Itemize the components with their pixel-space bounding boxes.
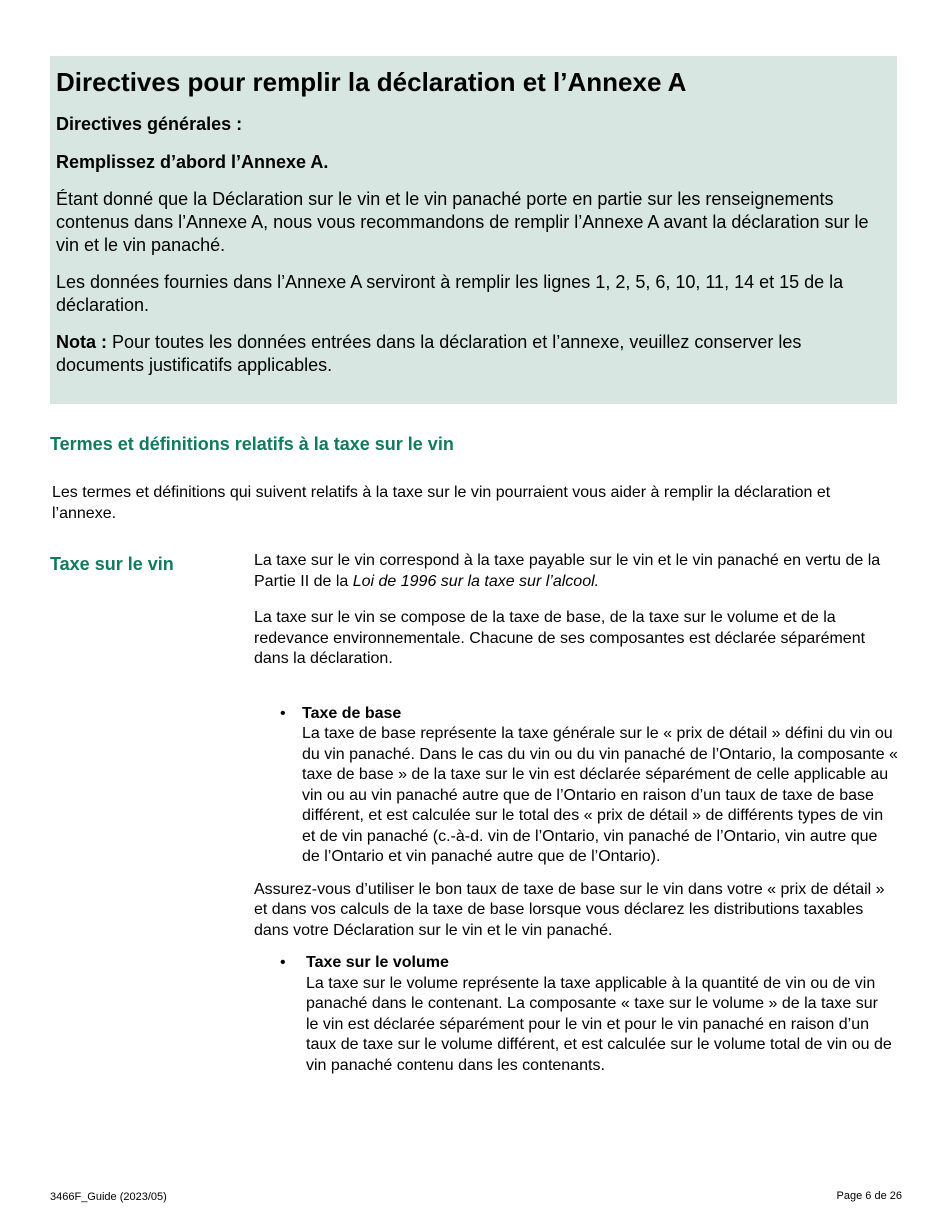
general-instructions-heading: Directives générales : bbox=[56, 114, 243, 134]
section-intro: Les termes et définitions qui suivent relatifs à la taxe sur le vin pourraient vous aider à remplir la déclaration et l’annexe. bbox=[52, 484, 831, 522]
nota-label: Nota : bbox=[56, 332, 107, 352]
definition-paragraph-2: La taxe sur le vin se compose de la taxe de base, de la taxe sur le volume et de la redevance environnementale. Chacune de ses composantes est déclarée séparément dans la déclaration. bbox=[254, 609, 866, 667]
page-number: Page 6 de 26 bbox=[836, 1190, 902, 1202]
definition-text: La taxe sur le vin correspond à la taxe payable sur le vin et le vin panaché en vertu de la Partie II de la bbox=[254, 552, 881, 590]
term-label-wine-tax: Taxe sur le vin bbox=[50, 554, 174, 574]
instructions-box bbox=[50, 56, 897, 404]
instructions-paragraph-2: Les données fournies dans l’Annexe A serviront à remplir les lignes 1, 2, 5, 6, 10, 11, 14 et 15 de la déclaration. bbox=[56, 272, 844, 315]
nota-text: Pour toutes les données entrées dans la déclaration et l’annexe, veuillez conserver les documents justificatifs applicables. bbox=[56, 332, 802, 375]
term-definition-column bbox=[254, 551, 899, 1076]
section-heading-terms: Termes et définitions relatifs à la taxe sur le vin bbox=[50, 434, 454, 454]
law-title: Loi de 1996 sur la taxe sur l’alcool. bbox=[352, 572, 600, 590]
bullet-base-tax bbox=[254, 704, 899, 868]
bullet-title-base-tax: Taxe de base bbox=[302, 704, 402, 722]
nota-paragraph bbox=[56, 331, 891, 377]
bullet-text-base-tax: La taxe de base représente la taxe générale sur le « prix de détail » défini du vin ou du vin panaché. Dans le cas du vin ou du vin panaché de l’Ontario, la composante « taxe de base » de la taxe sur le vin est déclarée séparément de celle applicable au vin ou au vin panaché autre que de l’Ontario en raison d’un taux de taxe de base différent, et est calculée sur le total des « prix de détail » de différents types de vin et de vin panaché (c.-à-d. vin de l’Ontario, vin panaché de l’Ontario, vin autre que de l’Ontario et vin panaché autre que de l’Ontario). bbox=[302, 725, 898, 865]
bullet-icon: • bbox=[280, 954, 286, 971]
page-title: Directives pour remplir la déclaration et l’Annexe A bbox=[56, 67, 687, 97]
bullet-text-volume-tax: La taxe sur le volume représente la taxe applicable à la quantité de vin ou de vin panaché dans le contenant. La composante « taxe sur le volume » de la taxe sur le vin est déclarée séparément pour le vin et pour le vin panaché en raison d’un taux de taxe sur le volume différent, et est calculée sur le volume total de vin ou de vin panaché contenu dans les contenants. bbox=[306, 974, 892, 1074]
instructions-paragraph-1: Étant donné que la Déclaration sur le vin et le vin panaché porte en partie sur les renseignements contenus dans l’Annexe A, nous vous recommandons de remplir l’Annexe A avant la déclaration sur le vin et le vin panaché. bbox=[56, 189, 869, 255]
reminder-paragraph: Assurez-vous d’utiliser le bon taux de taxe de base sur le vin dans votre « prix de détail » et dans vos calculs de la taxe de base lorsque vous déclarez les distributions taxables dans votre Déclaration sur le vin et le vin panaché. bbox=[254, 880, 885, 939]
definition-paragraph-1 bbox=[254, 551, 899, 592]
bullet-title-volume-tax: Taxe sur le volume bbox=[306, 954, 449, 971]
bullet-icon: • bbox=[280, 704, 286, 722]
schedule-first-heading: Remplissez d’abord l’Annexe A. bbox=[56, 152, 329, 172]
form-identifier: 3466F_Guide (2023/05) bbox=[50, 1191, 167, 1203]
bullet-volume-tax bbox=[254, 953, 899, 1076]
